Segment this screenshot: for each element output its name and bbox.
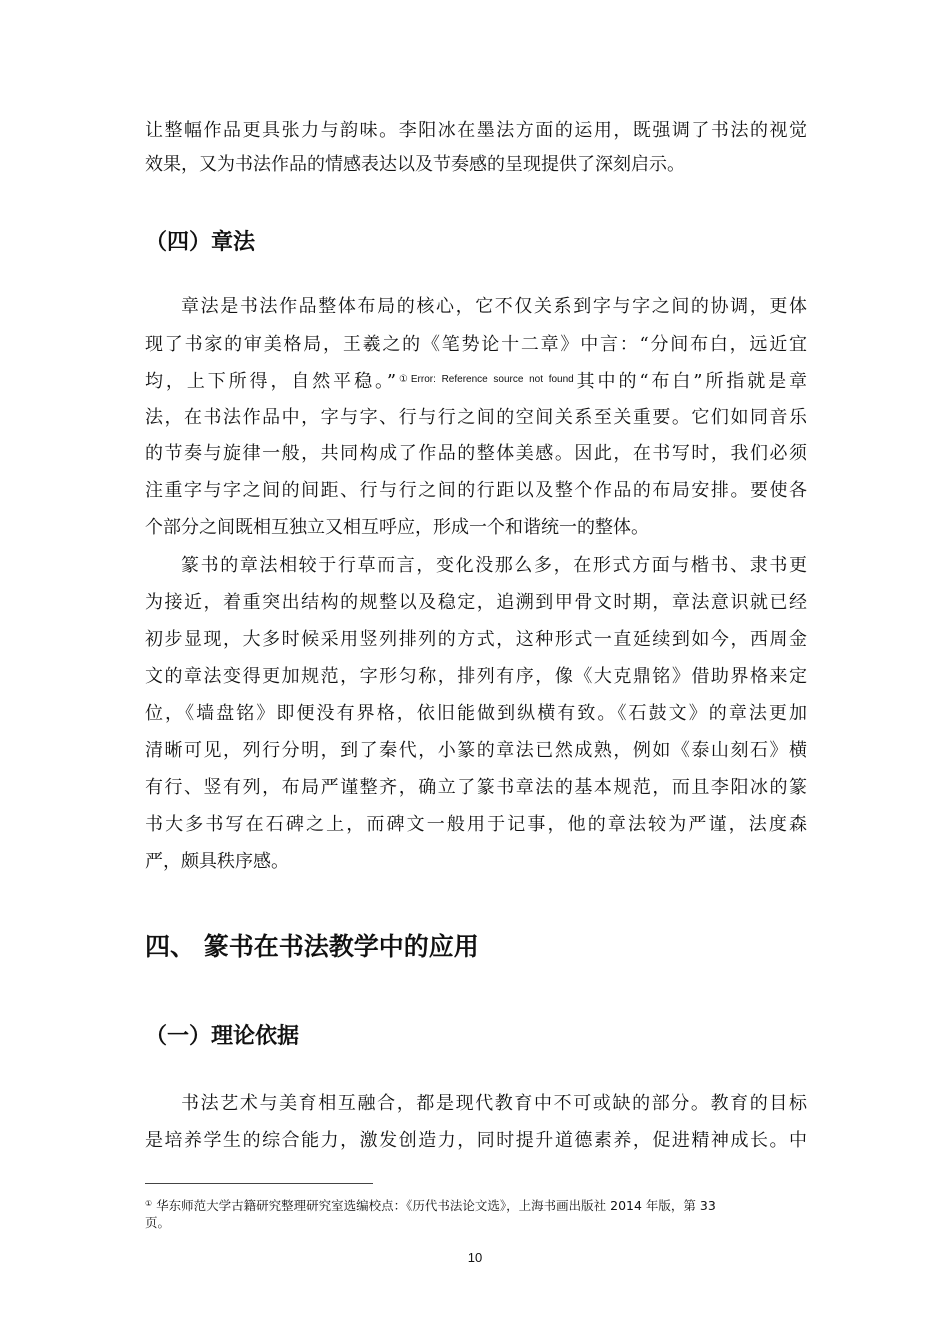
body-text-line: 严，颇具秩序感。 [145,851,289,872]
footnote-line: 页。 [145,1215,171,1230]
body-text-line: 让整幅作品更具张力与韵味。李阳冰在墨法方面的运用，既强调了书法的视觉 [145,120,807,141]
body-text-segment: 均，上下所得，自然平稳。” [145,371,397,392]
body-text-line: 初步显现，大多时候采用竖列排列的方式，这种形式一直延续到如今，西周金 [145,629,807,650]
body-text-line: 为接近，着重突出结构的规整以及稳定，追溯到甲骨文时期，章法意识就已经 [145,592,807,613]
page-number: 10 [467,1250,483,1265]
section-heading-zhangfa: （四）章法 [145,230,256,255]
body-text-line: 书法艺术与美育相互融合，都是现代教育中不可或缺的部分。教育的目标 [181,1093,807,1114]
body-text-line: 章法是书法作品整体布局的核心，它不仅关系到字与字之间的协调，更体 [181,296,807,317]
body-text-segment: 其中的“布白”所指就是章 [573,371,808,392]
body-text-line-with-footnote [145,369,807,393]
footnote-reference[interactable]: ①Error: Reference source not found [396,374,574,385]
chapter-heading: 四、 篆书在书法教学中的应用 [145,932,479,961]
body-text-line: 的节奏与旋律一般，共同构成了作品的整体美感。因此，在书写时，我们必须 [145,443,807,464]
footnote-mark: ① [145,1199,153,1208]
body-text-line: 文的章法变得更加规范，字形匀称，排列有序，像《大克鼎铭》借助界格来定 [145,666,807,687]
footnote-line: 华东师范大学古籍研究整理研究室选编校点：《历代书法论文选》，上海书画出版社 2014 年版，第 33 [156,1198,716,1213]
section-heading-theory: （一）理论依据 [145,1024,300,1049]
body-text-line: 位，《墙盘铭》即便没有界格，依旧能做到纵横有致。《石鼓文》的章法更加 [145,703,807,724]
body-text-line: 清晰可见，列行分明，到了秦代，小篆的章法已然成熟，例如《泰山刻石》横 [145,740,807,761]
body-text-line: 篆书的章法相较于行草而言，变化没那么多，在形式方面与楷书、隶书更 [181,555,807,576]
footnote-separator [145,1183,373,1184]
body-text-line: 效果，又为书法作品的情感表达以及节奏感的呈现提供了深刻启示。 [145,154,685,175]
body-text-line: 注重字与字之间的间距、行与行之间的行距以及整个作品的布局安排。要使各 [145,480,807,501]
body-text-line: 法，在书法作品中，字与字、行与行之间的空间关系至关重要。它们如同音乐 [145,407,807,428]
body-text-line: 现了书家的审美格局，王羲之的《笔势论十二章》中言：“分间布白，远近宜 [145,334,807,355]
body-text-line: 个部分之间既相互独立又相互呼应，形成一个和谐统一的整体。 [145,517,649,538]
body-text-line: 书大多书写在石碑之上，而碑文一般用于记事，他的章法较为严谨，法度森 [145,814,807,835]
body-text-line: 有行、竖有列，布局严谨整齐，确立了篆书章法的基本规范，而且李阳冰的篆 [145,777,807,798]
body-text-line: 是培养学生的综合能力，激发创造力，同时提升道德素养，促进精神成长。中 [145,1130,807,1151]
